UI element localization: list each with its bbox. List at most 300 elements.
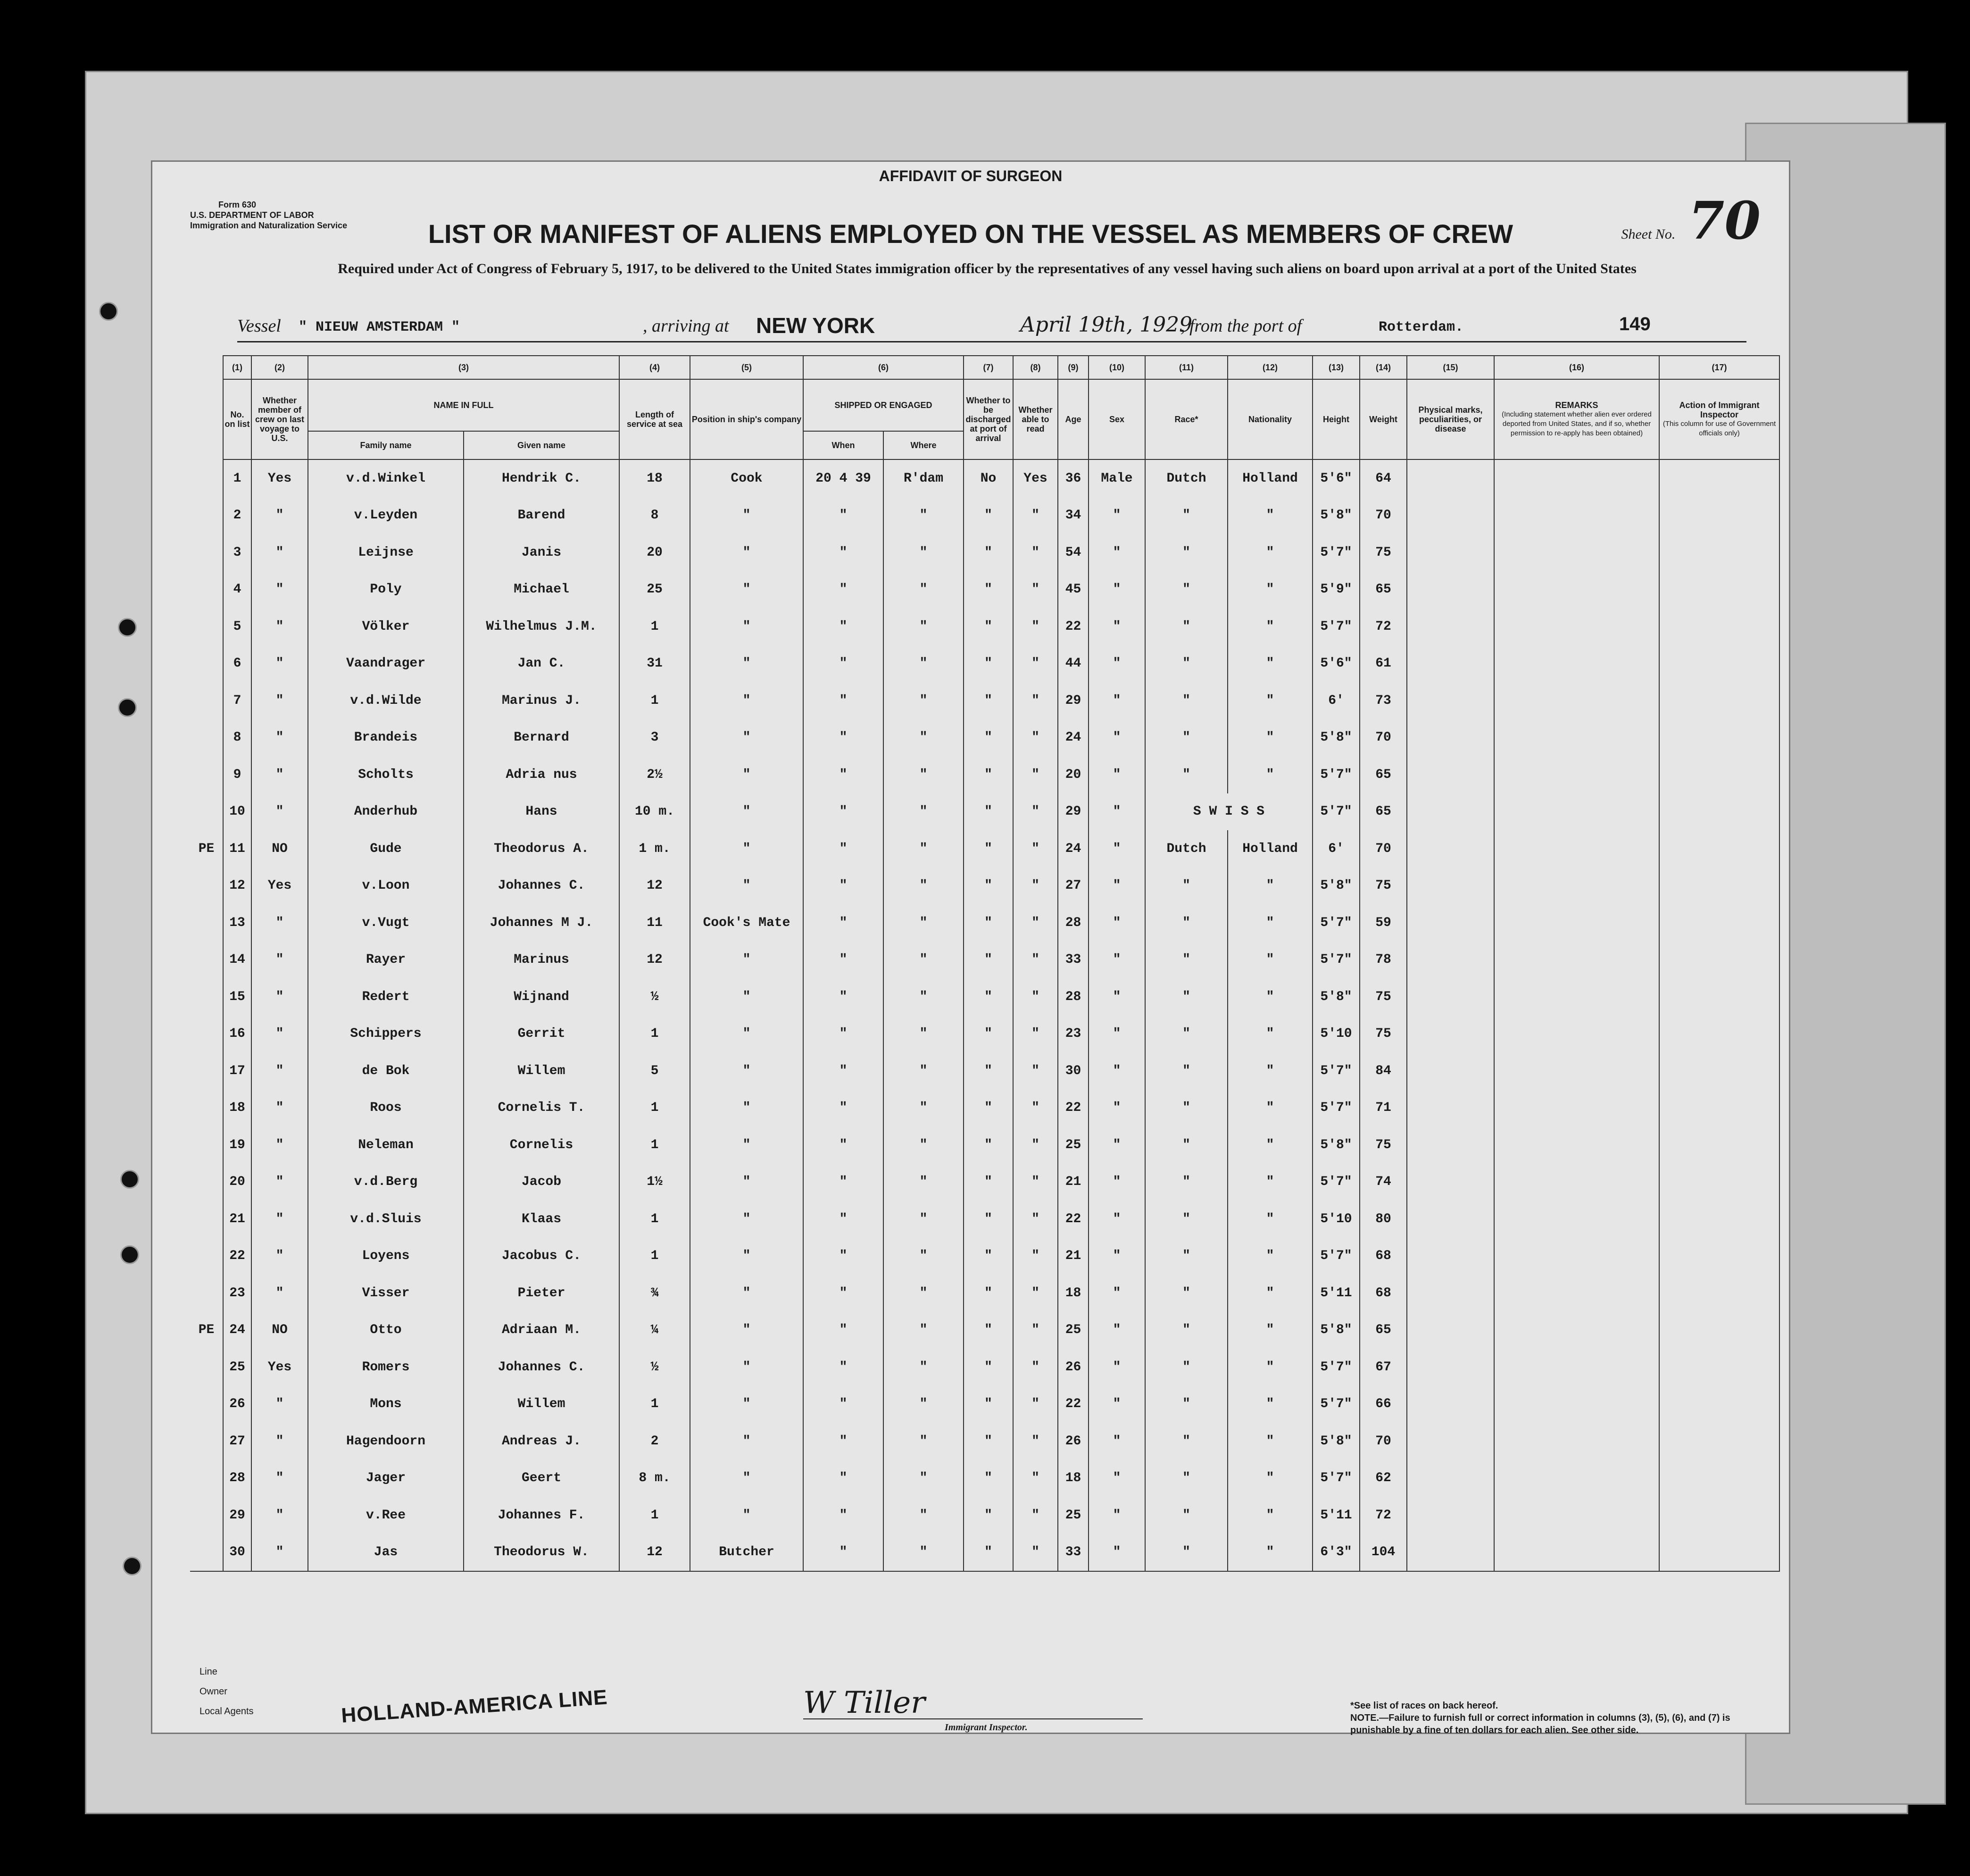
physical-marks xyxy=(1407,904,1494,942)
engaged-when: " xyxy=(803,867,883,905)
length-of-service: 20 xyxy=(619,534,690,571)
pe-mark xyxy=(190,1016,223,1053)
engaged-when: " xyxy=(803,719,883,757)
sex: " xyxy=(1089,1052,1145,1090)
sex: " xyxy=(1089,756,1145,793)
crew-member-last-voyage: " xyxy=(251,1090,308,1127)
family-name-header: Family name xyxy=(308,431,464,459)
vessel-name: " NIEUW AMSTERDAM " xyxy=(299,319,460,335)
height: 5'7" xyxy=(1313,534,1360,571)
able-to-read: " xyxy=(1013,1016,1058,1053)
engaged-when: " xyxy=(803,534,883,571)
weight: 80 xyxy=(1360,1201,1407,1238)
nationality: " xyxy=(1228,719,1313,757)
length-of-service: 1 xyxy=(619,1016,690,1053)
family-name: Brandeis xyxy=(308,719,464,757)
crew-member-last-voyage: " xyxy=(251,682,308,719)
position: " xyxy=(690,1126,803,1164)
able-to-read: " xyxy=(1013,1423,1058,1460)
weight: 75 xyxy=(1360,1126,1407,1164)
race: " xyxy=(1145,645,1228,683)
inspector-action xyxy=(1659,1090,1779,1127)
physical-marks xyxy=(1407,978,1494,1016)
sex: " xyxy=(1089,978,1145,1016)
remarks xyxy=(1494,1312,1659,1349)
weight: 59 xyxy=(1360,904,1407,942)
inspector-action xyxy=(1659,904,1779,942)
given-name-header: Given name xyxy=(464,431,619,459)
sex-header: Sex xyxy=(1089,379,1145,459)
pe-mark xyxy=(190,942,223,979)
sex: " xyxy=(1089,719,1145,757)
height: 5'8" xyxy=(1313,719,1360,757)
footer-labels xyxy=(199,1662,254,1721)
pe-mark xyxy=(190,534,223,571)
row-number: 14 xyxy=(223,942,251,979)
position: Cook xyxy=(690,459,803,497)
nationality: " xyxy=(1228,978,1313,1016)
nationality: " xyxy=(1228,1386,1313,1423)
crew-member-last-voyage: " xyxy=(251,1386,308,1423)
inspector-action xyxy=(1659,1534,1779,1572)
weight: 65 xyxy=(1360,1312,1407,1349)
family-name: v.Loon xyxy=(308,867,464,905)
height: 5'6" xyxy=(1313,645,1360,683)
remarks-note: (Including statement whether alien ever ordered deported from United States, and if so, whether permission to re-apply has been obtained) xyxy=(1502,410,1652,437)
inspector-action xyxy=(1659,1312,1779,1349)
col-5-number: (5) xyxy=(690,356,803,379)
table-row xyxy=(190,645,1779,683)
able-to-read: " xyxy=(1013,1275,1058,1312)
position: " xyxy=(690,1497,803,1534)
crew-member-last-voyage: " xyxy=(251,719,308,757)
engaged-when: " xyxy=(803,1275,883,1312)
table-row xyxy=(190,793,1779,831)
binder-hole xyxy=(120,1245,139,1264)
pe-mark xyxy=(190,1238,223,1275)
pe-mark xyxy=(190,1052,223,1090)
weight: 65 xyxy=(1360,756,1407,793)
race: " xyxy=(1145,1238,1228,1275)
able-to-read: " xyxy=(1013,1534,1058,1572)
arrival-port: NEW YORK xyxy=(756,313,875,338)
race: " xyxy=(1145,942,1228,979)
action-header xyxy=(1659,379,1779,459)
sex: " xyxy=(1089,867,1145,905)
inspector-action xyxy=(1659,1016,1779,1053)
position: " xyxy=(690,942,803,979)
manifest-page xyxy=(151,160,1790,1734)
nationality-header: Nationality xyxy=(1228,379,1313,459)
position: " xyxy=(690,645,803,683)
nationality: " xyxy=(1228,1052,1313,1090)
crew-member-last-voyage: Yes xyxy=(251,867,308,905)
given-name: Hendrik C. xyxy=(464,459,619,497)
pe-mark: PE xyxy=(190,1312,223,1349)
age: 21 xyxy=(1058,1238,1089,1275)
engaged-when: " xyxy=(803,608,883,645)
position: " xyxy=(690,1201,803,1238)
position: " xyxy=(690,978,803,1016)
inspector-action xyxy=(1659,1497,1779,1534)
pe-mark xyxy=(190,682,223,719)
given-name: Adria nus xyxy=(464,756,619,793)
physical-marks xyxy=(1407,1349,1494,1386)
col-17-number: (17) xyxy=(1659,356,1779,379)
length-of-service: 10 m. xyxy=(619,793,690,831)
engaged-when: " xyxy=(803,942,883,979)
to-be-discharged: " xyxy=(964,608,1013,645)
height: 5'7" xyxy=(1313,1349,1360,1386)
length-of-service: 18 xyxy=(619,459,690,497)
table-row xyxy=(190,1201,1779,1238)
race: " xyxy=(1145,904,1228,942)
inspector-action xyxy=(1659,1238,1779,1275)
length-of-service: 1 xyxy=(619,1238,690,1275)
table-row xyxy=(190,682,1779,719)
race: " xyxy=(1145,867,1228,905)
table-row xyxy=(190,608,1779,645)
family-name: Gude xyxy=(308,830,464,867)
engaged-where: " xyxy=(883,571,964,609)
given-name: Willem xyxy=(464,1052,619,1090)
family-name: Leijnse xyxy=(308,534,464,571)
col-1-number: (1) xyxy=(223,356,251,379)
age: 25 xyxy=(1058,1497,1089,1534)
to-be-discharged: " xyxy=(964,1460,1013,1497)
family-name: v.Leyden xyxy=(308,497,464,534)
weight: 73 xyxy=(1360,682,1407,719)
remarks xyxy=(1494,793,1659,831)
length-of-service: ¾ xyxy=(619,1275,690,1312)
table-row xyxy=(190,1460,1779,1497)
inspector-action xyxy=(1659,1201,1779,1238)
surgeon-header: AFFIDAVIT OF SURGEON xyxy=(879,167,1063,184)
pe-mark xyxy=(190,1164,223,1201)
length-of-service: ½ xyxy=(619,1349,690,1386)
given-name: Theodorus A. xyxy=(464,830,619,867)
height: 6' xyxy=(1313,830,1360,867)
table-row xyxy=(190,1238,1779,1275)
family-name: v.Ree xyxy=(308,1497,464,1534)
to-be-discharged: No xyxy=(964,459,1013,497)
row-number: 8 xyxy=(223,719,251,757)
age: 18 xyxy=(1058,1275,1089,1312)
crew-member-last-voyage: " xyxy=(251,1423,308,1460)
position: " xyxy=(690,1386,803,1423)
height: 5'9" xyxy=(1313,571,1360,609)
inspector-action xyxy=(1659,756,1779,793)
weight: 67 xyxy=(1360,1349,1407,1386)
race: " xyxy=(1145,1201,1228,1238)
physical-marks xyxy=(1407,534,1494,571)
to-be-discharged: " xyxy=(964,793,1013,831)
sheet-value: 70 xyxy=(1688,190,1761,251)
length-of-service: 1 xyxy=(619,608,690,645)
age: 25 xyxy=(1058,1312,1089,1349)
remarks-header xyxy=(1494,379,1659,459)
remarks xyxy=(1494,1016,1659,1053)
table-row xyxy=(190,719,1779,757)
height: 5'6" xyxy=(1313,459,1360,497)
remarks xyxy=(1494,1349,1659,1386)
engaged-where: " xyxy=(883,534,964,571)
remarks xyxy=(1494,1238,1659,1275)
inspector-action xyxy=(1659,867,1779,905)
physical-marks xyxy=(1407,608,1494,645)
crew-member-last-voyage: " xyxy=(251,534,308,571)
inspector-label: Immigrant Inspector. xyxy=(945,1722,1028,1733)
engaged-where: " xyxy=(883,867,964,905)
race: " xyxy=(1145,1497,1228,1534)
nationality: " xyxy=(1228,1126,1313,1164)
height: 5'7" xyxy=(1313,904,1360,942)
engaged-when: " xyxy=(803,645,883,683)
table-row xyxy=(190,1312,1779,1349)
from-port: Rotterdam. xyxy=(1379,319,1464,335)
physical-marks xyxy=(1407,1312,1494,1349)
to-be-discharged: " xyxy=(964,756,1013,793)
weight: 71 xyxy=(1360,1090,1407,1127)
physical-marks xyxy=(1407,1386,1494,1423)
to-be-discharged: " xyxy=(964,1238,1013,1275)
race: " xyxy=(1145,1534,1228,1572)
weight: 104 xyxy=(1360,1534,1407,1572)
able-to-read: " xyxy=(1013,867,1058,905)
nationality: " xyxy=(1228,1238,1313,1275)
crew-member-last-voyage: " xyxy=(251,1126,308,1164)
able-to-read: " xyxy=(1013,942,1058,979)
action-note: (This column for use of Government officials only) xyxy=(1662,420,1776,437)
engaged-when: " xyxy=(803,1126,883,1164)
col-6-number: (6) xyxy=(803,356,964,379)
table-row xyxy=(190,1090,1779,1127)
remarks xyxy=(1494,830,1659,867)
able-to-read: " xyxy=(1013,497,1058,534)
to-be-discharged: " xyxy=(964,645,1013,683)
engaged-when: " xyxy=(803,1534,883,1572)
to-be-discharged: " xyxy=(964,1349,1013,1386)
length-of-service-header: Length of service at sea xyxy=(619,379,690,459)
col-2-number: (2) xyxy=(251,356,308,379)
crew-member-last-voyage: " xyxy=(251,1164,308,1201)
engaged-where: " xyxy=(883,1534,964,1572)
engaged-where: " xyxy=(883,682,964,719)
sex: " xyxy=(1089,497,1145,534)
col-16-number: (16) xyxy=(1494,356,1659,379)
form-number: Form 630 xyxy=(218,200,257,209)
inspector-action xyxy=(1659,1275,1779,1312)
physical-marks xyxy=(1407,942,1494,979)
remarks xyxy=(1494,1497,1659,1534)
position: " xyxy=(690,756,803,793)
col-10-number: (10) xyxy=(1089,356,1145,379)
inspector-action xyxy=(1659,942,1779,979)
crew-manifest-table xyxy=(190,355,1780,1572)
position: " xyxy=(690,793,803,831)
sex: " xyxy=(1089,1164,1145,1201)
inspector-action xyxy=(1659,534,1779,571)
weight: 68 xyxy=(1360,1275,1407,1312)
form-department: U.S. DEPARTMENT OF LABOR xyxy=(190,210,314,220)
height: 5'7" xyxy=(1313,942,1360,979)
table-row xyxy=(190,459,1779,497)
age: 24 xyxy=(1058,830,1089,867)
to-be-discharged: " xyxy=(964,719,1013,757)
race: " xyxy=(1145,1164,1228,1201)
pe-mark xyxy=(190,1497,223,1534)
able-to-read: " xyxy=(1013,978,1058,1016)
physical-marks xyxy=(1407,1423,1494,1460)
form-service: Immigration and Naturalization Service xyxy=(190,221,348,230)
remarks xyxy=(1494,534,1659,571)
family-name: v.d.Winkel xyxy=(308,459,464,497)
pe-mark xyxy=(190,1534,223,1572)
able-to-read: " xyxy=(1013,1386,1058,1423)
length-of-service: 11 xyxy=(619,904,690,942)
row-number: 17 xyxy=(223,1052,251,1090)
weight: 68 xyxy=(1360,1238,1407,1275)
position: " xyxy=(690,1460,803,1497)
height: 5'8" xyxy=(1313,978,1360,1016)
to-be-discharged: " xyxy=(964,571,1013,609)
row-number: 20 xyxy=(223,1164,251,1201)
pe-mark xyxy=(190,719,223,757)
physical-marks xyxy=(1407,756,1494,793)
pe-mark xyxy=(190,978,223,1016)
race: " xyxy=(1145,1016,1228,1053)
engaged-where: " xyxy=(883,1201,964,1238)
age: 54 xyxy=(1058,534,1089,571)
race: " xyxy=(1145,1349,1228,1386)
binder-hole xyxy=(118,618,137,637)
engaged-when: " xyxy=(803,497,883,534)
crew-member-last-voyage: " xyxy=(251,497,308,534)
nationality: " xyxy=(1228,1349,1313,1386)
nationality: " xyxy=(1228,1312,1313,1349)
family-name: Neleman xyxy=(308,1126,464,1164)
binder-hole xyxy=(120,1170,139,1189)
engaged-when: 20 4 39 xyxy=(803,459,883,497)
family-name: Redert xyxy=(308,978,464,1016)
binder-hole xyxy=(123,1557,141,1576)
length-of-service: 1 xyxy=(619,682,690,719)
family-name: Völker xyxy=(308,608,464,645)
row-number: 11 xyxy=(223,830,251,867)
able-to-read: " xyxy=(1013,830,1058,867)
race: " xyxy=(1145,756,1228,793)
position: " xyxy=(690,719,803,757)
given-name: Pieter xyxy=(464,1275,619,1312)
engaged-where: " xyxy=(883,1497,964,1534)
engaged-where: " xyxy=(883,1275,964,1312)
height: 5'8" xyxy=(1313,1423,1360,1460)
inspector-action xyxy=(1659,978,1779,1016)
fine-note: NOTE.—Failure to furnish full or correct information in columns (3), (5), (6), and (7) is punishable by a fine of ten dollars for each alien. See other side. xyxy=(1350,1713,1730,1735)
vessel-line xyxy=(237,313,1746,342)
length-of-service: 5 xyxy=(619,1052,690,1090)
sex: " xyxy=(1089,904,1145,942)
race: " xyxy=(1145,1386,1228,1423)
crew-member-last-voyage: " xyxy=(251,1275,308,1312)
table-row xyxy=(190,830,1779,867)
position: " xyxy=(690,1052,803,1090)
row-number: 6 xyxy=(223,645,251,683)
weight: 70 xyxy=(1360,719,1407,757)
row-number: 2 xyxy=(223,497,251,534)
position: " xyxy=(690,830,803,867)
when-header: When xyxy=(803,431,883,459)
age: 25 xyxy=(1058,1126,1089,1164)
crew-member-last-voyage: " xyxy=(251,1052,308,1090)
nationality: " xyxy=(1228,1164,1313,1201)
height: 6' xyxy=(1313,682,1360,719)
remarks xyxy=(1494,756,1659,793)
sex: " xyxy=(1089,830,1145,867)
to-be-discharged: " xyxy=(964,1497,1013,1534)
given-name: Cornelis T. xyxy=(464,1090,619,1127)
weight: 61 xyxy=(1360,645,1407,683)
family-name: Rayer xyxy=(308,942,464,979)
height: 5'7" xyxy=(1313,1164,1360,1201)
race: " xyxy=(1145,1052,1228,1090)
table-row xyxy=(190,1423,1779,1460)
given-name: Adriaan M. xyxy=(464,1312,619,1349)
document-subtitle: Required under Act of Congress of February 5, 1917, to be delivered to the United States immigration officer by the representatives of any vessel having such aliens on board upon arrival at a port of the United States xyxy=(338,261,1637,276)
given-name: Wilhelmus J.M. xyxy=(464,608,619,645)
race: Dutch xyxy=(1145,830,1228,867)
height: 5'7" xyxy=(1313,608,1360,645)
engaged-where: " xyxy=(883,1349,964,1386)
inspector-action xyxy=(1659,682,1779,719)
col-15-number: (15) xyxy=(1407,356,1494,379)
engaged-where: " xyxy=(883,942,964,979)
age: 26 xyxy=(1058,1349,1089,1386)
age: 34 xyxy=(1058,497,1089,534)
given-name: Andreas J. xyxy=(464,1423,619,1460)
races-note: *See list of races on back hereof. xyxy=(1350,1701,1498,1711)
age: 24 xyxy=(1058,719,1089,757)
to-be-discharged: " xyxy=(964,1423,1013,1460)
engaged-where: " xyxy=(883,793,964,831)
col-11-number: (11) xyxy=(1145,356,1228,379)
length-of-service: 1 xyxy=(619,1201,690,1238)
engaged-when: " xyxy=(803,682,883,719)
position: " xyxy=(690,1349,803,1386)
crew-member-last-voyage: " xyxy=(251,1238,308,1275)
crew-member-last-voyage: " xyxy=(251,1534,308,1572)
engaged-when: " xyxy=(803,1052,883,1090)
row-number: 15 xyxy=(223,978,251,1016)
weight: 78 xyxy=(1360,942,1407,979)
family-name: Jas xyxy=(308,1534,464,1572)
remarks xyxy=(1494,1090,1659,1127)
nationality: Holland xyxy=(1228,459,1313,497)
able-to-read: " xyxy=(1013,682,1058,719)
remarks xyxy=(1494,867,1659,905)
engaged-when: " xyxy=(803,1016,883,1053)
col-7-number: (7) xyxy=(964,356,1013,379)
crew-member-last-voyage: " xyxy=(251,608,308,645)
row-number: 22 xyxy=(223,1238,251,1275)
nationality: " xyxy=(1228,497,1313,534)
table-row xyxy=(190,1126,1779,1164)
able-to-read: " xyxy=(1013,793,1058,831)
able-to-read: " xyxy=(1013,1164,1058,1201)
engaged-where: " xyxy=(883,1126,964,1164)
to-be-discharged: " xyxy=(964,1016,1013,1053)
length-of-service: 1 xyxy=(619,1386,690,1423)
